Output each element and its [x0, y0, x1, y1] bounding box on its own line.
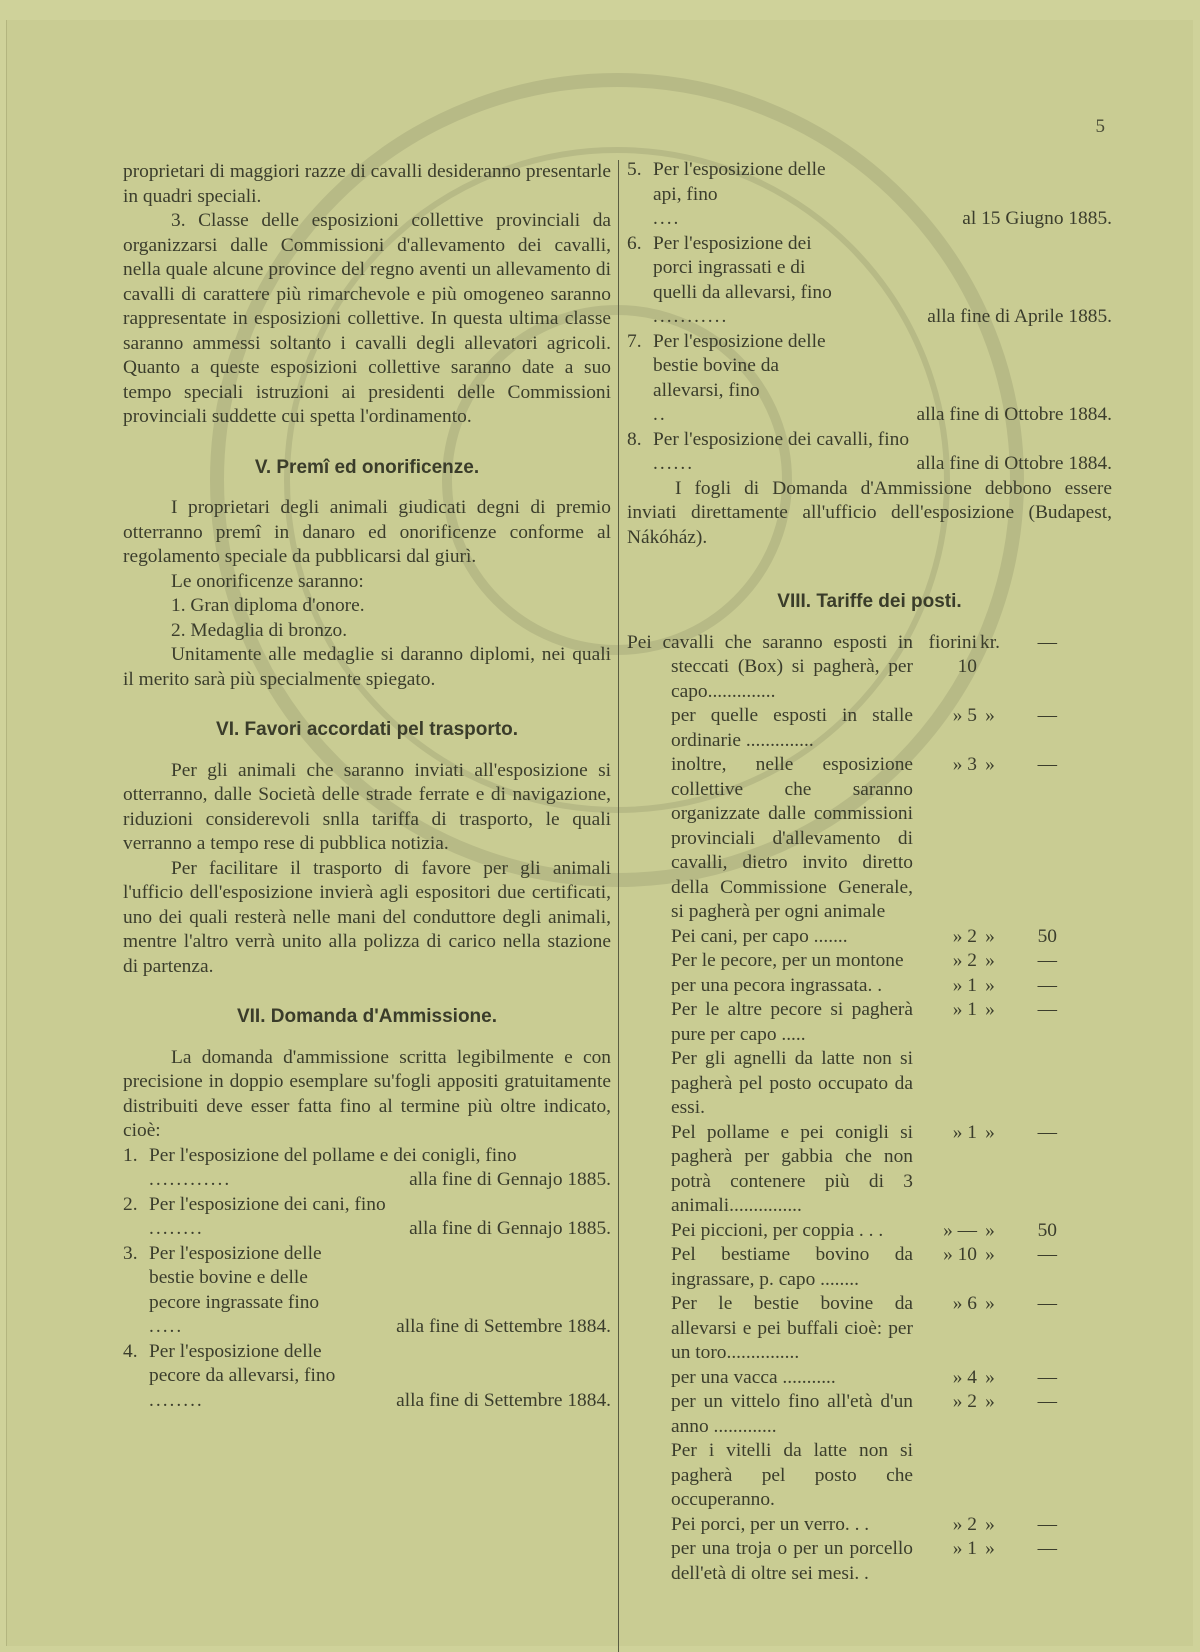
tariff-row: Pei cani, per capo ....... » 2 » 50: [671, 925, 1057, 947]
tariff-row: Per le altre pecore si pagherà pure per capo ..... » 1 » —: [671, 999, 1057, 1045]
tariff-row: Per le pecore, per un montone » 2 » —: [671, 950, 1057, 971]
deadline-item: 2. Per l'esposizione dei cani, fino ........ alla fine di Gennajo 1885.: [123, 1193, 611, 1239]
tariff-row: Pei piccioni, per coppia . . . » — » 50: [671, 1219, 1057, 1241]
section-7-heading: VII. Domanda d'Ammissione.: [236, 1006, 498, 1027]
section-5-paragraph-1: I proprietari degli animali giudicati degni di premio otterranno premî in danaro ed onorificenze conforme al regolamento speciale da pubblicarsi dal giurì.: [123, 497, 611, 567]
tariff-row: Pel bestiame bovino da ingrassare, p. capo ........ » 10 » —: [671, 1244, 1057, 1290]
left-column: [123, 160, 611, 1413]
right-column: [627, 158, 1112, 1586]
tariff-row: per una vacca ........... » 4 » —: [671, 1366, 1057, 1388]
section-5-heading: V. Premî ed onorificenze.: [254, 456, 480, 478]
submission-note: I fogli di Domanda d'Ammissione debbono essere inviati direttamente all'ufficio dell'esposizione (Budapest, Nákóház).: [627, 477, 1112, 548]
tariff-table: [627, 631, 1112, 1587]
section-6-paragraph-2: Per facilitare il trasporto di favore per gli animali l'ufficio dell'esposizione invierà agli espositori due certificati, uno dei quali resterà nelle mani del conduttore degli animali, mentre l'altro verrà unito alla polizza di carico nella stazione di partenza.: [123, 857, 611, 977]
column-divider: [618, 160, 619, 1652]
deadline-item: 1. Per l'esposizione del pollame e dei conigli, fino ............ alla fine di Gennajo 1885.: [123, 1144, 611, 1190]
tariff-row: Pei cavalli che saranno esposti in steccati (Box) si pagherà, per capo.............. fiorini 10 kr. —: [627, 631, 1057, 702]
page-number: 5: [1095, 116, 1105, 137]
honour-item-1: 1. Gran diploma d'onore.: [171, 595, 365, 616]
deadline-item: 5. Per l'esposizione delle api, fino .... al 15 Giugno 1885.: [627, 159, 1112, 229]
section-8-heading: VIII. Tariffe dei posti.: [777, 591, 962, 612]
section-6-paragraph-1: Per gli animali che saranno inviati all'esposizione si otterranno, dalle Società delle strade ferrate e di navigazione, riduzioni considerevoli snlla tariffa di trasporto, le quali verranno a tempo rese di pubblica notizia.: [123, 759, 611, 854]
tariff-row: Per gli agnelli da latte non si pagherà pel posto occupato da essi.: [671, 1048, 913, 1118]
document-page: [6, 20, 1193, 1646]
tariff-row: inoltre, nelle esposizione collettive che saranno organizzate dalle commissioni provinciali d'allevamento di cavalli, dietro invito diretto della Commissione Generale, si pagherà per ogni animale » 3 » —: [671, 754, 1057, 922]
section-7-paragraph-1: La domanda d'ammissione scritta legibilmente e con precisione in doppio esemplare su'fogli appositi gratuitamente distribuiti deve esser fatta fino al termine più oltre indicato, cioè:: [123, 1046, 611, 1141]
intro-paragraph: proprietari di maggiori razze di cavalli desideranno presentarle in quadri speciali.: [123, 161, 611, 207]
tariff-row: Per i vitelli da latte non si pagherà pel posto che occuperanno.: [671, 1440, 913, 1510]
deadline-item: 4. Per l'esposizione delle pecore da allevarsi, fino ........ alla fine di Settembre 1884.: [123, 1340, 611, 1411]
section-6-heading: VI. Favori accordati pel trasporto.: [216, 719, 518, 740]
deadline-item: 6. Per l'esposizione dei porci ingrassati e di quelli da allevarsi, fino ........... alla fine di Aprile 1885.: [627, 232, 1112, 327]
section-5-paragraph-3: Unitamente alle medaglie si daranno diplomi, nei quali il merito sarà più specialmente spiegato.: [123, 644, 611, 690]
honour-item-2: 2. Medaglia di bronzo.: [171, 619, 348, 641]
deadline-item: 8. Per l'esposizione dei cavalli, fino ...... alla fine di Ottobre 1884.: [627, 428, 1112, 474]
deadline-item: 3. Per l'esposizione delle bestie bovine e delle pecore ingrassate fino ..... alla fine di Settembre 1884.: [123, 1242, 611, 1337]
class3-paragraph: 3. Classe delle esposizioni collettive provinciali da organizzarsi dalle Commissioni d'allevamento dei cavalli, nella quale alcune province del regno aventi un allevamento di cavalli di carattere più rimarchevole e più omogeneo saranno rappresentate in esposizioni collettive. In questa ultima classe saranno ammessi soltanto i cavalli degli allevatori agricoli. Quanto a queste esposizioni collettive saranno date a suo tempo speciali istruzioni ai presidenti delle Commissioni provinciali suddette cui spetta l'ordinamento.: [123, 210, 611, 427]
tariff-row: Per le bestie bovine da allevarsi e pei buffali cioè: per un toro............... » 6 » —: [671, 1293, 1057, 1363]
tariff-row: per quelle esposti in stalle ordinarie .............. » 5 » —: [671, 705, 1057, 751]
tariff-row: per un vittelo fino all'età d'un anno ............. » 2 » —: [671, 1391, 1057, 1437]
tariff-row: Pel pollame e pei conigli si pagherà per gabbia che non potrà contenere più di 3 animali............... » 1 » —: [671, 1121, 1057, 1216]
section-5-paragraph-2: Le onorificenze saranno:: [171, 570, 364, 592]
tariff-row: per una pecora ingrassata. . » 1 » —: [671, 974, 1057, 996]
tariff-row: Pei porci, per un verro. . . » 2 » —: [671, 1513, 1057, 1535]
tariff-row: per una troja o per un porcello dell'età di oltre sei mesi. . » 1 » —: [671, 1538, 1057, 1584]
deadline-item: 7. Per l'esposizione delle bestie bovine da allevarsi, fino .. alla fine di Ottobre 1884.: [627, 330, 1112, 425]
